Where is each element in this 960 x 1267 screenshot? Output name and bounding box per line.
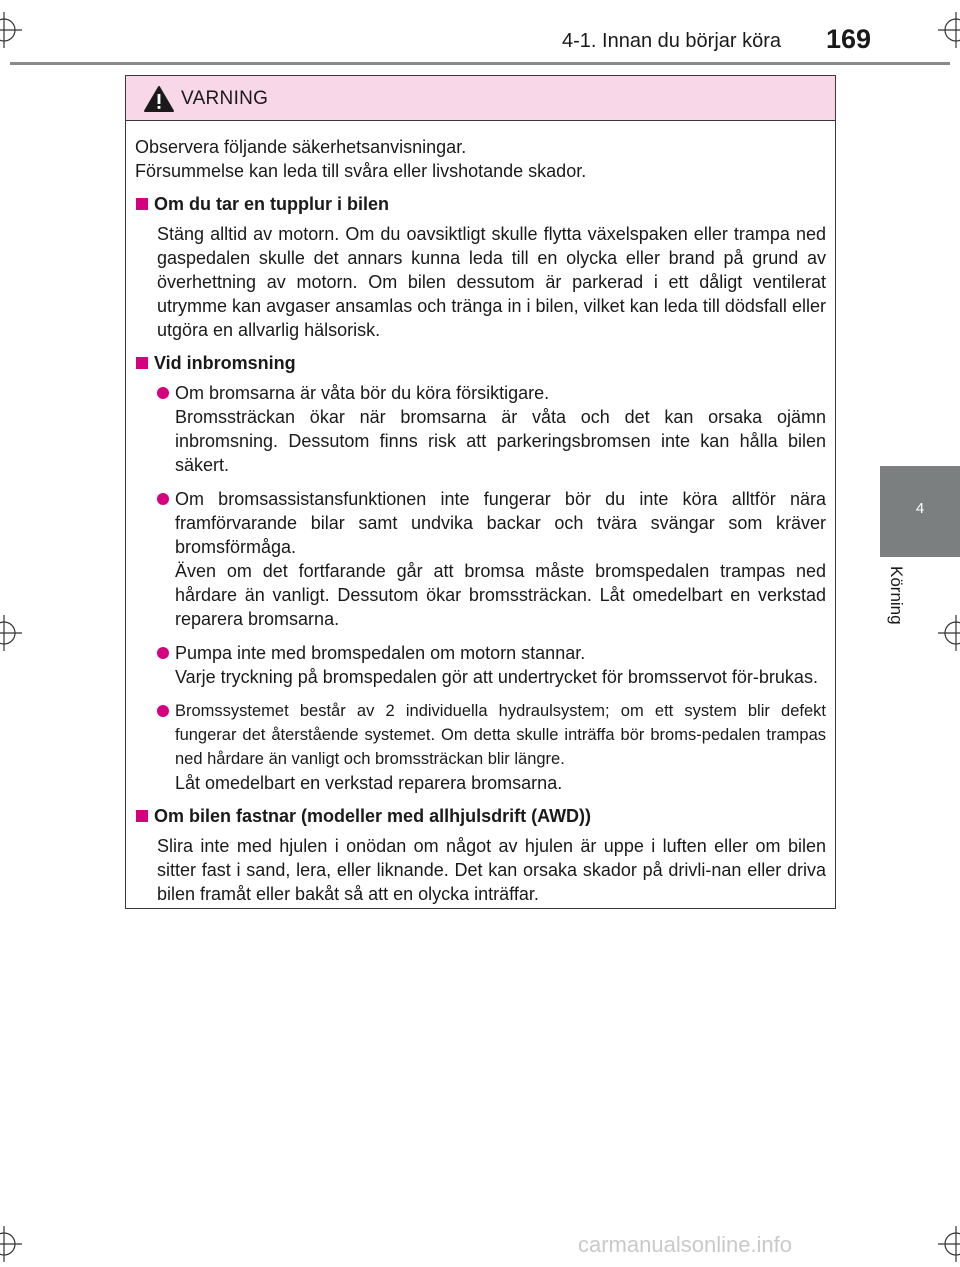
- circle-bullet-icon: [157, 647, 169, 659]
- page-number: 169: [826, 24, 872, 54]
- bullet-line: Låt omedelbart en verkstad reparera bromsarna.: [175, 773, 563, 793]
- warning-triangle-icon: [143, 85, 175, 113]
- section-fastnar: [135, 804, 826, 906]
- warning-title: VARNING: [181, 88, 269, 109]
- bullet-line: Bromssystemet består av 2 individuella hydraulsystem; om ett system blir defekt fungerar det återstående systemet. Om detta skulle inträffa bör broms-pedalen trampas ned hårdare än vanligt och bromssträckan blir längre.: [175, 702, 826, 768]
- circle-bullet-icon: [157, 387, 169, 399]
- square-bullet-icon: [136, 198, 148, 210]
- section-text: Stäng alltid av motorn. Om du oavsiktligt skulle flytta växelspaken eller trampa ned gaspedalen skulle det annars kunna leda till en olycka eller brand på grund av överhettning av motorn. Om bilen dessutom är parkerad i ett dåligt ventilerat utrymme kan avgaser ansamlas och tränga in i bilen, vilket kan leda till dödsfall eller utgöra en allvarlig hälsorisk.: [157, 224, 826, 340]
- registration-mark-icon: [0, 615, 22, 651]
- chapter-tab[interactable]: [880, 466, 960, 557]
- bullet-line: Varje tryckning på bromspedalen gör att undertrycket för bromsservot för-brukas.: [175, 667, 818, 687]
- circle-bullet-icon: [157, 493, 169, 505]
- section-text: Slira inte med hjulen i onödan om något av hjulen är uppe i luften eller om bilen sitter fast i sand, lera, eller liknande. Det kan orsaka skador på drivli-nan eller driva bilen framåt eller bakåt så att en olycka inträffar.: [157, 836, 826, 904]
- watermark: carmanualsonline.info: [578, 1232, 793, 1257]
- chapter-label: Körning: [887, 566, 906, 625]
- warning-header: [126, 76, 835, 121]
- bullet-line: Bromssträckan ökar när bromsarna är våta och det kan orsaka ojämn inbromsning. Dessutom finns risk att parkeringsbromsen inte kan hålla bilen säkert.: [175, 407, 826, 475]
- intro-line: Försummelse kan leda till svåra eller livshotande skador.: [135, 161, 587, 181]
- bullet-line: Om bromsarna är våta bör du köra försiktigare.: [175, 383, 550, 403]
- bullet-line: Även om det fortfarande går att bromsa måste bromspedalen trampas ned hårdare än vanligt. Dessutom ökar bromssträckan. Låt omedelbart en verkstad reparera bromsarna.: [175, 561, 826, 629]
- bullet-line: Pumpa inte med bromspedalen om motorn stannar.: [175, 643, 586, 663]
- list-item: [157, 487, 826, 631]
- registration-mark-icon: [938, 1226, 960, 1262]
- registration-mark-icon: [938, 12, 960, 48]
- section-title: 4-1. Innan du börjar köra: [562, 30, 782, 52]
- square-bullet-icon: [136, 357, 148, 369]
- registration-mark-icon: [0, 1226, 22, 1262]
- registration-mark-icon: [938, 615, 960, 651]
- section-tupplur: [135, 192, 826, 342]
- section-heading: Vid inbromsning: [154, 353, 296, 373]
- list-item: [157, 381, 826, 477]
- section-heading: Om bilen fastnar (modeller med allhjulsdrift (AWD)): [154, 806, 592, 826]
- list-item: [157, 641, 826, 689]
- header-divider: [10, 62, 950, 65]
- intro-line: Observera följande säkerhetsanvisningar.: [135, 137, 467, 157]
- chapter-number: 4: [915, 500, 925, 517]
- section-heading: Om du tar en tupplur i bilen: [154, 194, 390, 214]
- circle-bullet-icon: [157, 705, 169, 717]
- warning-box: [125, 75, 836, 909]
- section-inbromsning: [135, 351, 826, 795]
- warning-body: [126, 121, 835, 906]
- bullet-line: Om bromsassistansfunktionen inte fungerar bör du inte köra alltför nära framförvarande bilar samt undvika backar och tvära svängar som kräver bromsförmåga.: [175, 489, 826, 557]
- registration-mark-icon: [0, 12, 22, 48]
- list-item: [157, 699, 826, 795]
- square-bullet-icon: [136, 810, 148, 822]
